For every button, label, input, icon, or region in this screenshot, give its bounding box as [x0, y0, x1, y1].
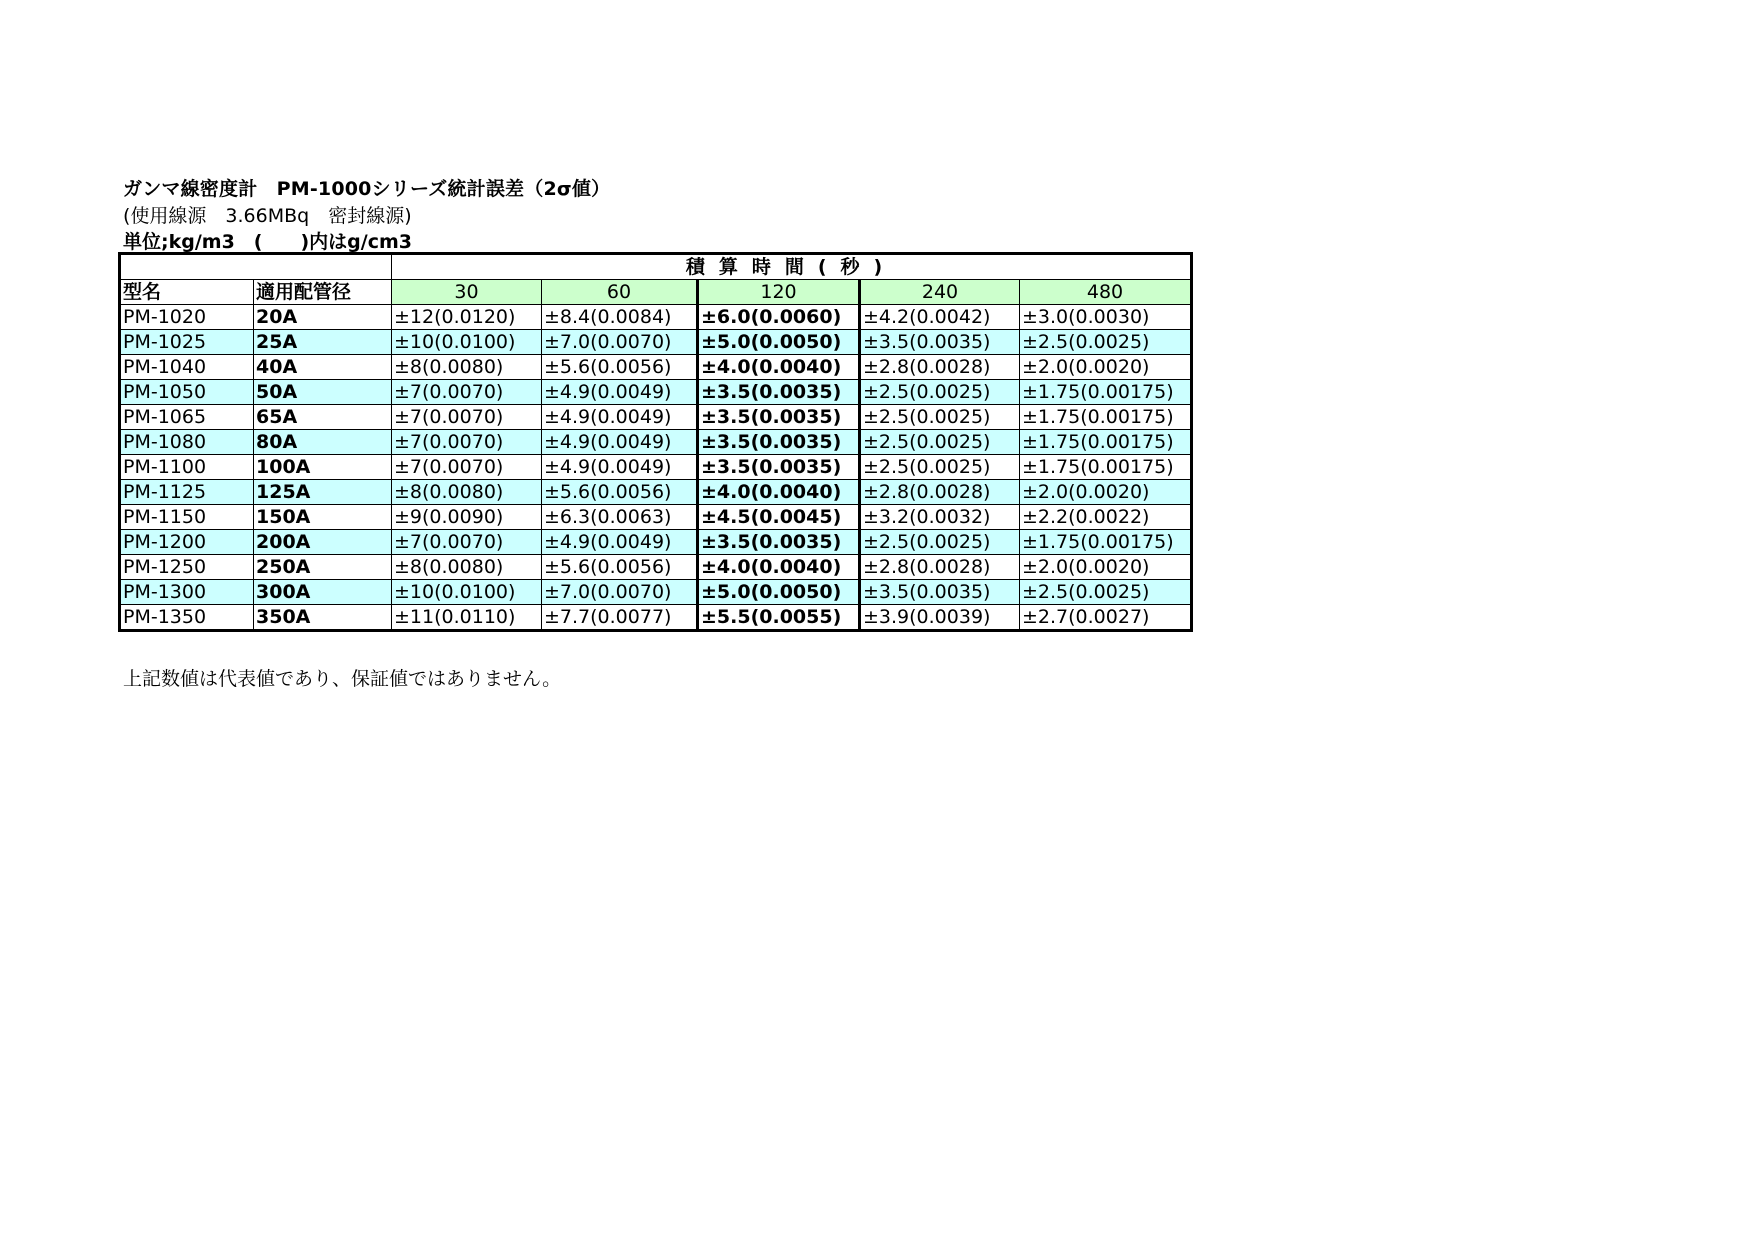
value-cell-120: ±5.5(0.0055)	[698, 605, 860, 631]
value-cell-240: ±2.5(0.0025)	[860, 455, 1020, 480]
value-cell-480: ±3.0(0.0030)	[1020, 305, 1192, 330]
value-cell-60: ±6.3(0.0063)	[542, 505, 698, 530]
value-cell-240: ±4.2(0.0042)	[860, 305, 1020, 330]
value-cell-480: ±2.5(0.0025)	[1020, 580, 1192, 605]
value-cell-480: ±2.7(0.0027)	[1020, 605, 1192, 631]
value-cell-30: ±11(0.0110)	[392, 605, 542, 631]
table-row	[120, 430, 1192, 455]
value-cell-240: ±3.5(0.0035)	[860, 330, 1020, 355]
pipe-cell: 65A	[254, 405, 392, 430]
value-cell-60: ±4.9(0.0049)	[542, 530, 698, 555]
page-title: ガンマ線密度計 PM-1000シリーズ統計誤差（2σ値）	[123, 178, 611, 200]
column-header-pipe: 適用配管径	[254, 280, 392, 305]
table-row	[120, 455, 1192, 480]
model-cell: PM-1250	[120, 555, 254, 580]
value-cell-120: ±4.5(0.0045)	[698, 505, 860, 530]
value-cell-480: ±2.0(0.0020)	[1020, 355, 1192, 380]
value-cell-480: ±1.75(0.00175)	[1020, 380, 1192, 405]
value-cell-30: ±8(0.0080)	[392, 555, 542, 580]
value-cell-60: ±7.0(0.0070)	[542, 330, 698, 355]
header-blank-cell	[120, 254, 392, 280]
model-cell: PM-1100	[120, 455, 254, 480]
value-cell-120: ±3.5(0.0035)	[698, 380, 860, 405]
model-cell: PM-1065	[120, 405, 254, 430]
column-header-time-240: 240	[860, 280, 1020, 305]
value-cell-30: ±7(0.0070)	[392, 430, 542, 455]
column-header-time-120: 120	[698, 280, 860, 305]
column-header-time-480: 480	[1020, 280, 1192, 305]
column-header-time-60: 60	[542, 280, 698, 305]
table-row	[120, 355, 1192, 380]
table-row	[120, 380, 1192, 405]
statistical-error-table	[118, 252, 1193, 632]
value-cell-240: ±2.5(0.0025)	[860, 530, 1020, 555]
value-cell-240: ±2.5(0.0025)	[860, 430, 1020, 455]
table-row	[120, 605, 1192, 631]
pipe-cell: 20A	[254, 305, 392, 330]
value-cell-120: ±5.0(0.0050)	[698, 580, 860, 605]
value-cell-120: ±4.0(0.0040)	[698, 555, 860, 580]
table-row	[120, 305, 1192, 330]
value-cell-120: ±6.0(0.0060)	[698, 305, 860, 330]
disclaimer-note: 上記数値は代表値であり、保証値ではありません。	[123, 668, 562, 690]
table-row	[120, 530, 1192, 555]
pipe-cell: 300A	[254, 580, 392, 605]
model-cell: PM-1050	[120, 380, 254, 405]
pipe-cell: 25A	[254, 330, 392, 355]
value-cell-30: ±7(0.0070)	[392, 530, 542, 555]
model-cell: PM-1080	[120, 430, 254, 455]
value-cell-480: ±1.75(0.00175)	[1020, 430, 1192, 455]
pipe-cell: 50A	[254, 380, 392, 405]
value-cell-240: ±2.5(0.0025)	[860, 405, 1020, 430]
value-cell-480: ±2.5(0.0025)	[1020, 330, 1192, 355]
value-cell-480: ±1.75(0.00175)	[1020, 455, 1192, 480]
value-cell-480: ±1.75(0.00175)	[1020, 405, 1192, 430]
value-cell-240: ±3.9(0.0039)	[860, 605, 1020, 631]
source-subtitle: (使用線源 3.66MBq 密封線源)	[123, 205, 412, 227]
table-row	[120, 505, 1192, 530]
value-cell-240: ±2.5(0.0025)	[860, 380, 1020, 405]
value-cell-240: ±2.8(0.0028)	[860, 555, 1020, 580]
integration-time-header: 積算時間(秒)	[392, 254, 1192, 280]
value-cell-30: ±8(0.0080)	[392, 355, 542, 380]
value-cell-60: ±4.9(0.0049)	[542, 405, 698, 430]
pipe-cell: 40A	[254, 355, 392, 380]
value-cell-480: ±2.2(0.0022)	[1020, 505, 1192, 530]
value-cell-240: ±2.8(0.0028)	[860, 355, 1020, 380]
value-cell-120: ±3.5(0.0035)	[698, 405, 860, 430]
value-cell-240: ±2.8(0.0028)	[860, 480, 1020, 505]
table-row	[120, 330, 1192, 355]
value-cell-120: ±3.5(0.0035)	[698, 430, 860, 455]
column-header-time-30: 30	[392, 280, 542, 305]
column-header-model: 型名	[120, 280, 254, 305]
value-cell-60: ±4.9(0.0049)	[542, 455, 698, 480]
value-cell-30: ±10(0.0100)	[392, 580, 542, 605]
value-cell-480: ±1.75(0.00175)	[1020, 530, 1192, 555]
value-cell-240: ±3.5(0.0035)	[860, 580, 1020, 605]
table-row	[120, 555, 1192, 580]
pipe-cell: 125A	[254, 480, 392, 505]
model-cell: PM-1125	[120, 480, 254, 505]
value-cell-60: ±5.6(0.0056)	[542, 355, 698, 380]
pipe-cell: 150A	[254, 505, 392, 530]
value-cell-30: ±9(0.0090)	[392, 505, 542, 530]
value-cell-60: ±4.9(0.0049)	[542, 430, 698, 455]
table-row	[120, 405, 1192, 430]
model-cell: PM-1300	[120, 580, 254, 605]
value-cell-120: ±3.5(0.0035)	[698, 455, 860, 480]
table-row	[120, 580, 1192, 605]
value-cell-60: ±8.4(0.0084)	[542, 305, 698, 330]
value-cell-120: ±4.0(0.0040)	[698, 355, 860, 380]
value-cell-30: ±7(0.0070)	[392, 405, 542, 430]
value-cell-60: ±7.0(0.0070)	[542, 580, 698, 605]
table-row	[120, 480, 1192, 505]
model-cell: PM-1025	[120, 330, 254, 355]
value-cell-60: ±5.6(0.0056)	[542, 555, 698, 580]
model-cell: PM-1200	[120, 530, 254, 555]
model-cell: PM-1040	[120, 355, 254, 380]
value-cell-60: ±7.7(0.0077)	[542, 605, 698, 631]
value-cell-30: ±7(0.0070)	[392, 380, 542, 405]
value-cell-30: ±8(0.0080)	[392, 480, 542, 505]
table-group-header-row	[120, 254, 1192, 280]
pipe-cell: 250A	[254, 555, 392, 580]
pipe-cell: 100A	[254, 455, 392, 480]
value-cell-30: ±10(0.0100)	[392, 330, 542, 355]
value-cell-30: ±12(0.0120)	[392, 305, 542, 330]
table-column-header-row	[120, 280, 1192, 305]
model-cell: PM-1020	[120, 305, 254, 330]
pipe-cell: 350A	[254, 605, 392, 631]
pipe-cell: 200A	[254, 530, 392, 555]
value-cell-120: ±5.0(0.0050)	[698, 330, 860, 355]
value-cell-480: ±2.0(0.0020)	[1020, 555, 1192, 580]
value-cell-480: ±2.0(0.0020)	[1020, 480, 1192, 505]
unit-label: 単位;kg/m3 ( )内はg/cm3	[123, 231, 412, 253]
value-cell-240: ±3.2(0.0032)	[860, 505, 1020, 530]
model-cell: PM-1150	[120, 505, 254, 530]
value-cell-120: ±3.5(0.0035)	[698, 530, 860, 555]
value-cell-120: ±4.0(0.0040)	[698, 480, 860, 505]
value-cell-30: ±7(0.0070)	[392, 455, 542, 480]
model-cell: PM-1350	[120, 605, 254, 631]
value-cell-60: ±4.9(0.0049)	[542, 380, 698, 405]
pipe-cell: 80A	[254, 430, 392, 455]
value-cell-60: ±5.6(0.0056)	[542, 480, 698, 505]
